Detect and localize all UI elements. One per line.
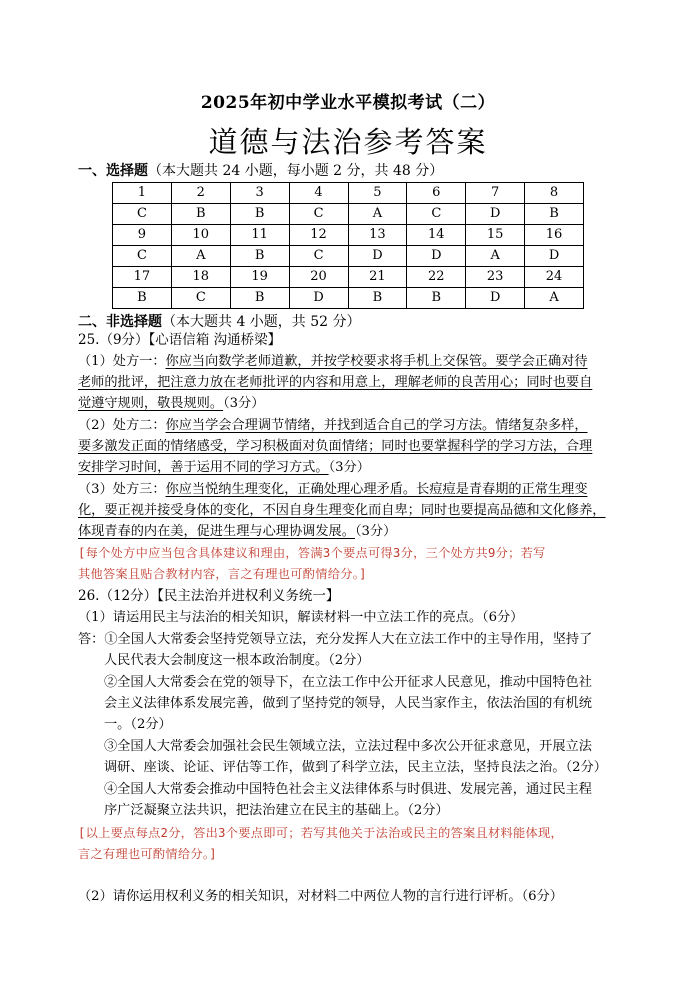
answer-key-cell: B bbox=[230, 288, 289, 309]
section2-label: 二、非选择题 bbox=[78, 314, 162, 330]
answer-key-cell: A bbox=[348, 204, 407, 225]
answer-key-cell: B bbox=[113, 288, 172, 309]
answer-key-cell: A bbox=[466, 246, 525, 267]
answer-key-cell: D bbox=[525, 246, 584, 267]
q26-scoring-note-line1: [以上要点每点2分，答出3个要点即可；若写其他关于法治或民主的答案且材料能体现， bbox=[78, 826, 563, 840]
section1-note: （本大题共 24 小题，每小题 2 分，共 48 分） bbox=[148, 163, 444, 179]
question-number-cell: 9 bbox=[113, 225, 172, 246]
answer-key-cell: C bbox=[407, 204, 466, 225]
q25-heading: 25.（9分）【心语信箱 沟通桥梁】 bbox=[78, 332, 282, 348]
q26-sub1-prompt: （1）请运用民主与法治的相关知识，解读材料一中立法工作的亮点。（6分） bbox=[78, 610, 524, 625]
q25-p3-text3: 体现青春的内在美，促进生理与心理协调发展。 bbox=[78, 524, 355, 539]
q26-scoring-note-line2: 言之有理也可酌情给分。] bbox=[78, 847, 217, 861]
answer-key-cell: D bbox=[289, 288, 348, 309]
question-number-cell: 11 bbox=[230, 225, 289, 246]
exam-title: 2025年初中学业水平模拟考试（二） bbox=[200, 93, 496, 113]
question-number-cell: 5 bbox=[348, 183, 407, 204]
section2-note: （本大题共 4 小题，共 52 分） bbox=[162, 314, 361, 330]
answer-key-row bbox=[113, 288, 584, 309]
question-number-cell: 21 bbox=[348, 267, 407, 288]
q25-p1-text1: 你应当向数学老师道歉，并按学校要求将手机上交保管。要学会正确对待 bbox=[165, 354, 588, 369]
q26-a2-line2: 会主义法律体系发展完善，做到了坚持党的领导，人民当家作主，依法治国的有机统 bbox=[104, 696, 592, 711]
q26-a4-line1: ④全国人大常委会推动中国特色社会主义法律体系与时俱进、发展完善，通过民主程 bbox=[104, 782, 592, 797]
q25-scoring-note-line2: 其他答案且贴合教材内容，言之有理也可酌情给分。] bbox=[78, 567, 367, 581]
q26-a4-line2: 序广泛凝聚立法共识，把法治建立在民主的基础上。（2分） bbox=[104, 803, 449, 818]
question-number-cell: 4 bbox=[289, 183, 348, 204]
q25-p1-prefix: （1）处方一： bbox=[78, 354, 166, 369]
q25-p1-score: （3分） bbox=[223, 396, 265, 411]
q25-p3-score: （3分） bbox=[354, 524, 397, 539]
q25-p1-text3: 觉遵守规则，敬畏规则。 bbox=[78, 396, 224, 411]
question-number-cell: 1 bbox=[113, 183, 172, 204]
question-number-cell: 2 bbox=[171, 183, 230, 204]
q25-p2-line3 bbox=[78, 458, 370, 478]
answer-key-cell: B bbox=[171, 204, 230, 225]
answer-key-cell: C bbox=[171, 288, 230, 309]
q25-p1-line2: 老师的批评，把注意力放在老师批评的内容和用意上，理解老师的良苦用心；同时也要自 bbox=[78, 375, 593, 390]
question-number-cell: 7 bbox=[466, 183, 525, 204]
q26-a2-line3: 一。（2分） bbox=[104, 717, 172, 732]
answer-key-row bbox=[113, 204, 584, 225]
question-number-cell: 8 bbox=[525, 183, 584, 204]
question-number-cell: 15 bbox=[466, 225, 525, 246]
question-number-cell: 3 bbox=[230, 183, 289, 204]
q26-sub2-prompt: （2）请你运用权利义务的相关知识，对材料二中两位人物的言行进行评析。（6分） bbox=[78, 889, 563, 904]
q26-a2-line1: ②全国人大常委会在党的领导下，在立法工作中公开征求人民意见，推动中国特色社 bbox=[104, 675, 592, 690]
q25-p3-text1: 你应当悦纳生理变化，正确处理心理矛盾。长痘痘是青春期的正常生理变 bbox=[165, 482, 588, 497]
answer-key-cell: D bbox=[348, 246, 407, 267]
question-number-cell: 20 bbox=[289, 267, 348, 288]
answer-key-cell: C bbox=[289, 204, 348, 225]
section2-heading bbox=[78, 311, 361, 331]
answer-key-cell: C bbox=[289, 246, 348, 267]
q25-p1-line3 bbox=[78, 394, 264, 414]
answer-key-row bbox=[113, 246, 584, 267]
question-number-cell: 14 bbox=[407, 225, 466, 246]
question-number-cell: 19 bbox=[230, 267, 289, 288]
answer-table bbox=[112, 182, 584, 309]
answer-key-cell: B bbox=[525, 204, 584, 225]
q25-p3-line3 bbox=[78, 522, 396, 542]
section1-label: 一、选择题 bbox=[78, 163, 148, 179]
q25-p2-score: （3分） bbox=[328, 460, 370, 475]
question-number-cell: 22 bbox=[407, 267, 466, 288]
answer-key-cell: C bbox=[113, 246, 172, 267]
answer-key-cell: A bbox=[525, 288, 584, 309]
q26-heading: 26.（12分）【民主法治并进权利义务统一】 bbox=[78, 588, 340, 604]
q25-p3-line2: 化，要正视并接受身体的变化，不因自身生理变化而自卑；同时也要提高品德和文化修养， bbox=[78, 503, 606, 518]
answer-key-cell: B bbox=[407, 288, 466, 309]
question-number-cell: 10 bbox=[171, 225, 230, 246]
q25-p2-prefix: （2）处方二： bbox=[78, 418, 166, 433]
question-number-cell: 24 bbox=[525, 267, 584, 288]
subject-title: 道德与法治参考答案 bbox=[208, 125, 488, 159]
section1-heading bbox=[78, 160, 443, 180]
answer-key-cell: D bbox=[466, 288, 525, 309]
q26-a3-line2: 调研、座谈、论证、评估等工作，做到了科学立法，民主立法，坚持良法之治。（2分） bbox=[104, 760, 607, 775]
question-number-cell: 12 bbox=[289, 225, 348, 246]
q26-answer-line1 bbox=[78, 630, 592, 650]
q25-p3-prefix: （3）处方三： bbox=[78, 482, 166, 497]
answer-key-cell: B bbox=[230, 204, 289, 225]
q25-p1-line1 bbox=[78, 352, 588, 372]
q25-p3-line1 bbox=[78, 480, 588, 500]
question-number-cell: 16 bbox=[525, 225, 584, 246]
answer-key-cell: C bbox=[113, 204, 172, 225]
question-number-cell: 23 bbox=[466, 267, 525, 288]
answer-key-cell: D bbox=[407, 246, 466, 267]
q26-a3-line1: ③全国人大常委会加强社会民生领域立法，立法过程中多次公开征求意见，开展立法 bbox=[104, 739, 592, 754]
q26-a1-text1: ①全国人大常委会坚持党领导立法，充分发挥人大在立法工作中的主导作用，坚持了 bbox=[104, 632, 593, 647]
question-number-row bbox=[113, 225, 584, 246]
q26-answer-label: 答： bbox=[78, 632, 105, 647]
q26-a1-line2: 人民代表大会制度这一根本政治制度。（2分） bbox=[104, 653, 370, 668]
q25-p2-text3: 安排学习时间，善于运用不同的学习方式。 bbox=[78, 460, 329, 475]
q25-scoring-note-line1: [每个处方中应当包含具体建议和理由，答满3个要点可得3分，三个处方共9分；若写 bbox=[78, 546, 546, 560]
q25-p2-line2: 要多激发正面的情绪感受，学习积极面对负面情绪；同时也要掌握科学的学习方法，合理 bbox=[78, 439, 593, 454]
question-number-row bbox=[113, 267, 584, 288]
question-number-cell: 18 bbox=[171, 267, 230, 288]
answer-key-cell: A bbox=[171, 246, 230, 267]
q25-p2-text1: 你应当学会合理调节情绪，并找到适合自己的学习方法。情绪复杂多样， bbox=[165, 418, 588, 433]
question-number-cell: 17 bbox=[113, 267, 172, 288]
question-number-cell: 6 bbox=[407, 183, 466, 204]
answer-key-cell: B bbox=[348, 288, 407, 309]
answer-key-cell: D bbox=[466, 204, 525, 225]
question-number-row bbox=[113, 183, 584, 204]
q25-p2-line1 bbox=[78, 416, 588, 436]
question-number-cell: 13 bbox=[348, 225, 407, 246]
answer-key-cell: B bbox=[230, 246, 289, 267]
